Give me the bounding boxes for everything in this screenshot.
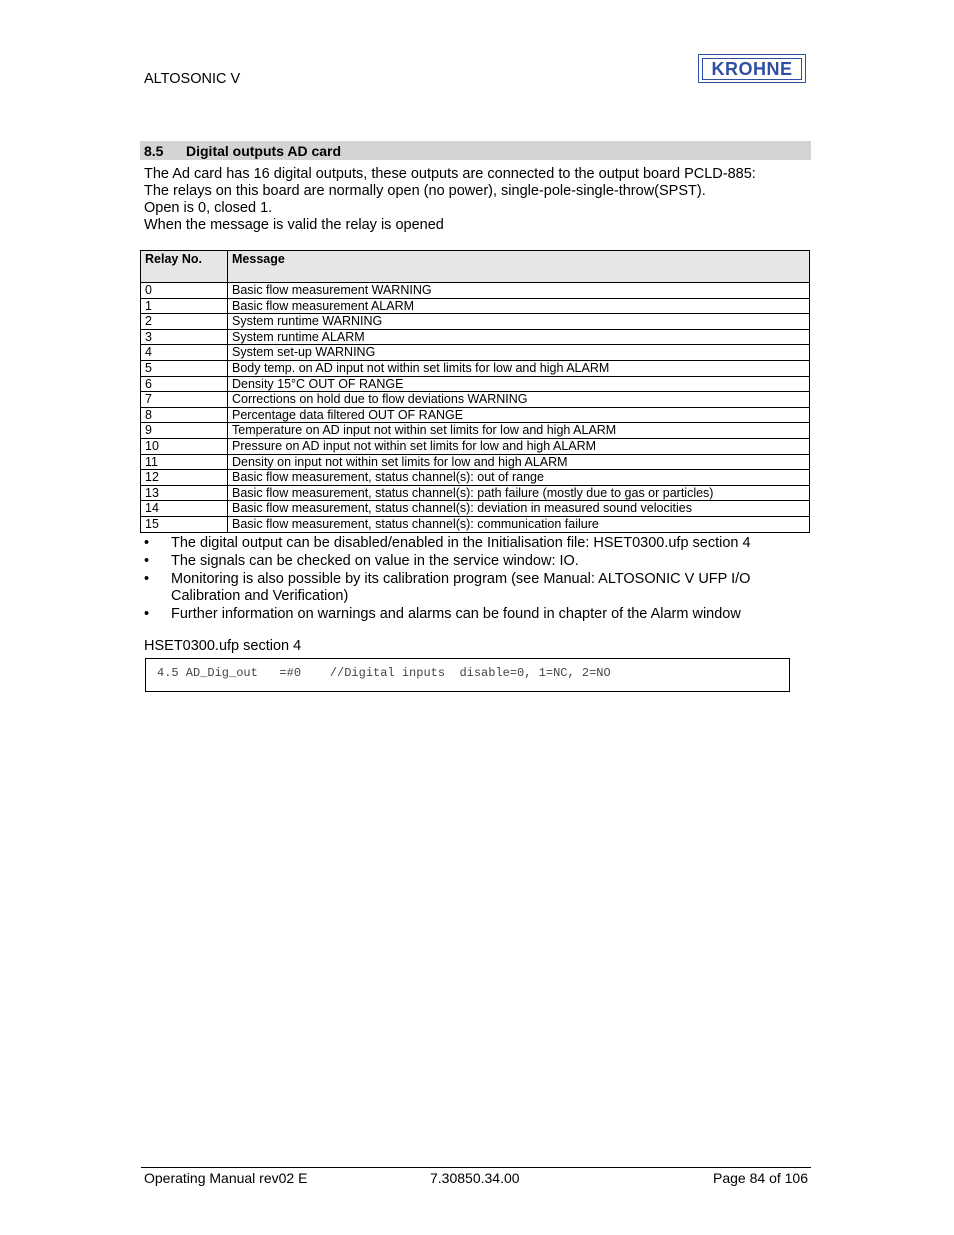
relay-message-cell: Percentage data filtered OUT OF RANGE <box>228 407 810 423</box>
footer-manual-revision: Operating Manual rev02 E <box>144 1170 308 1186</box>
relay-message-cell: Temperature on AD input not within set limits for low and high ALARM <box>228 423 810 439</box>
bullet-symbol: • <box>144 535 150 551</box>
table-row <box>141 485 810 501</box>
relay-message-cell: Basic flow measurement ALARM <box>228 298 810 314</box>
table-row <box>141 454 810 470</box>
table-row <box>141 516 810 532</box>
table-row <box>141 392 810 408</box>
footer-page-number: Page 84 of 106 <box>713 1170 808 1186</box>
relay-number-cell: 4 <box>141 345 228 361</box>
relay-message-cell: Basic flow measurement, status channel(s): communication failure <box>228 516 810 532</box>
table-row <box>141 438 810 454</box>
intro-line: Open is 0, closed 1. <box>144 200 273 216</box>
table-row <box>141 360 810 376</box>
bullet-symbol: • <box>144 571 150 587</box>
relay-message-cell: Body temp. on AD input not within set limits for low and high ALARM <box>228 360 810 376</box>
code-text: 4.5 AD_Dig_out =#0 //Digital inputs disable=0, 1=NC, 2=NO <box>157 666 611 680</box>
table-row <box>141 376 810 392</box>
relay-number-cell: 9 <box>141 423 228 439</box>
relay-message-cell: System runtime WARNING <box>228 314 810 330</box>
intro-line: The Ad card has 16 digital outputs, these outputs are connected to the output board PCLD-885: <box>144 166 756 182</box>
table-row <box>141 501 810 517</box>
relay-message-cell: Basic flow measurement, status channel(s): out of range <box>228 470 810 486</box>
footer-divider <box>141 1167 811 1168</box>
notes-list <box>144 535 804 624</box>
relay-number-cell: 3 <box>141 329 228 345</box>
relay-message-cell: Density on input not within set limits for low and high ALARM <box>228 454 810 470</box>
relay-message-cell: System runtime ALARM <box>228 329 810 345</box>
relay-number-cell: 2 <box>141 314 228 330</box>
list-item-text: Monitoring is also possible by its calibration program (see Manual: ALTOSONIC V UFP I/O Calibration and Verification) <box>171 571 751 604</box>
list-item-text: The signals can be checked on value in the service window: IO. <box>171 553 579 569</box>
relay-number-cell: 10 <box>141 438 228 454</box>
table-row <box>141 423 810 439</box>
relay-message-cell: Basic flow measurement, status channel(s): deviation in measured sound velocities <box>228 501 810 517</box>
krohne-logo <box>698 54 806 83</box>
list-item-text: The digital output can be disabled/enabled in the Initialisation file: HSET0300.ufp section 4 <box>171 535 751 551</box>
list-item <box>144 553 804 570</box>
section-number: 8.5 <box>144 143 164 159</box>
list-item-text: Further information on warnings and alarms can be found in chapter of the Alarm window <box>171 606 741 622</box>
code-label: HSET0300.ufp section 4 <box>144 638 302 654</box>
table-row <box>141 283 810 299</box>
column-header-relay-no: Relay No. <box>141 251 228 283</box>
table-header-row <box>141 251 810 283</box>
list-item <box>144 571 804 605</box>
section-heading <box>140 141 811 160</box>
table-row <box>141 329 810 345</box>
logo-text: KROHNE <box>702 58 802 80</box>
relay-message-cell: Basic flow measurement, status channel(s): path failure (mostly due to gas or particles) <box>228 485 810 501</box>
relay-number-cell: 15 <box>141 516 228 532</box>
relay-number-cell: 0 <box>141 283 228 299</box>
table-row <box>141 298 810 314</box>
table-row <box>141 407 810 423</box>
intro-paragraph <box>144 166 804 234</box>
relay-message-cell: Corrections on hold due to flow deviations WARNING <box>228 392 810 408</box>
relay-number-cell: 14 <box>141 501 228 517</box>
intro-line: The relays on this board are normally open (no power), single-pole-single-throw(SPST). <box>144 183 706 199</box>
list-item <box>144 606 804 623</box>
relay-message-cell: Density 15°C OUT OF RANGE <box>228 376 810 392</box>
bullet-symbol: • <box>144 606 150 622</box>
document-title: ALTOSONIC V <box>144 71 241 87</box>
table-row <box>141 470 810 486</box>
footer-document-number: 7.30850.34.00 <box>430 1170 520 1186</box>
relay-number-cell: 1 <box>141 298 228 314</box>
code-block <box>145 658 790 692</box>
relay-number-cell: 5 <box>141 360 228 376</box>
list-item <box>144 535 804 552</box>
relay-number-cell: 11 <box>141 454 228 470</box>
bullet-symbol: • <box>144 553 150 569</box>
relay-message-cell: Pressure on AD input not within set limits for low and high ALARM <box>228 438 810 454</box>
relay-message-cell: Basic flow measurement WARNING <box>228 283 810 299</box>
intro-line: When the message is valid the relay is opened <box>144 217 444 233</box>
relay-table <box>140 250 810 533</box>
relay-number-cell: 12 <box>141 470 228 486</box>
section-title: Digital outputs AD card <box>186 143 342 159</box>
column-header-message: Message <box>228 251 810 283</box>
relay-number-cell: 6 <box>141 376 228 392</box>
table-row <box>141 345 810 361</box>
relay-number-cell: 13 <box>141 485 228 501</box>
table-row <box>141 314 810 330</box>
relay-message-cell: System set-up WARNING <box>228 345 810 361</box>
relay-number-cell: 7 <box>141 392 228 408</box>
relay-number-cell: 8 <box>141 407 228 423</box>
